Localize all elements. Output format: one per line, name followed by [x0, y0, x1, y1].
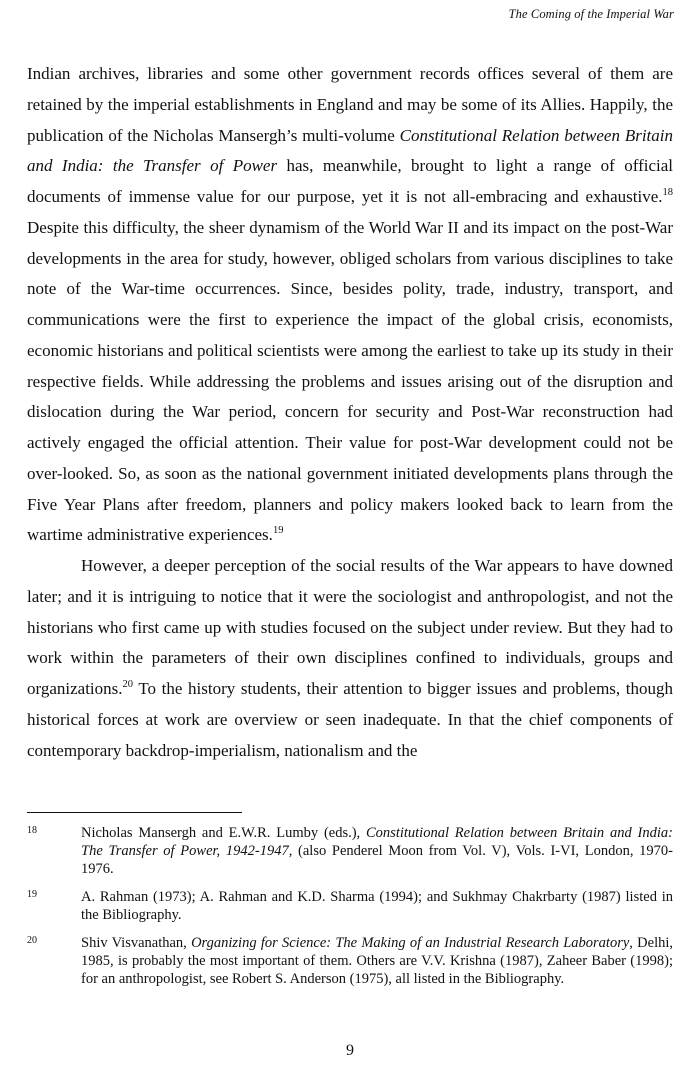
- page-number: 9: [346, 1042, 354, 1059]
- text-run: However, a deeper perception of the social results of the War appears to have downed later; and it is intriguing to notice that it were the sociologist and anthropologist, and not the historians who first came up with studies focused on the subject under review. But they had to work within the parameters of their own disciplines confined to individuals, groups and organizations.: [27, 556, 673, 698]
- text-run: A. Rahman (1973); A. Rahman and K.D. Sharma (1994); and Sukhmay Chakrbarty (1987) listed in the Bibliography.: [81, 889, 673, 923]
- text-run: Shiv Visvanathan,: [81, 935, 192, 951]
- text-run: Nicholas Mansergh and E.W.R. Lumby (eds.),: [81, 825, 366, 841]
- paragraph-2: [27, 551, 673, 766]
- footnote-text: [81, 824, 673, 878]
- text-run: To the history students, their attention to bigger issues and problems, though historical forces at work are overview or seen inadequate. In that the chief components of contemporary backdrop-imperialism, nationalism and the: [27, 679, 673, 760]
- footnote-19: [27, 888, 673, 924]
- text-run: , Delhi, 1985, is probably the most important of them. Others are V.V. Krishna (1987), Zaheer Baber (1998); for an anthropologist, see Robert S. Anderson (1975), all listed in the Bibliography.: [81, 935, 674, 987]
- running-header: The Coming of the Imperial War: [508, 7, 674, 21]
- footnote-ref: 20: [122, 679, 134, 690]
- footnote-20: [27, 934, 673, 988]
- footnote-text: [81, 888, 673, 924]
- footnotes: [27, 824, 673, 998]
- footnote-number: 18: [27, 825, 37, 836]
- text-run: Indian archives, libraries and some other government records offices several of them are retained by the imperial establishments in England and may be some of its Allies. Happily, the publication of the Nicholas Mansergh’s multi-volume: [27, 64, 673, 145]
- italic-title: Organizing for Science: The Making of an Industrial Research Laboratory: [191, 935, 630, 951]
- footnote-number: 20: [27, 935, 37, 946]
- text-run: has, meanwhile, brought to light a range of official documents of immense value for our purpose, yet it is not all-embracing and exhaustive.: [27, 156, 673, 206]
- text-run: Despite this difficulty, the sheer dynamism of the World War II and its impact on the post-War developments in the area for study, however, obliged scholars from various disciplines to take note of the War-time occurrences. Since, besides polity, trade, industry, transport, and communications were the first to experience the impact of the global crisis, economists, economic historians and political scientists were among the earliest to take up its study in their respective fields. While addressing the problems and issues arising out of the disruption and dislocation during the War period, concern for security and Post-War reconstruction had actively engaged the official attention. Their value for post-War development could not be over-looked. So, as soon as the national government initiated developments plans through the Five Year Plans after freedom, planners and policy makers looked back to learn from the wartime administrative experiences.: [27, 217, 673, 545]
- main-text: [27, 59, 673, 766]
- footnote-ref: 19: [272, 525, 284, 537]
- italic-title: Constitutional Relation between Britain and India: the Transfer of Power: [27, 125, 673, 176]
- footnote-ref: 18: [662, 187, 673, 198]
- footnote-text: [81, 934, 673, 988]
- footnote-divider: [27, 812, 242, 813]
- text-run: , (also Penderel Moon from Vol. V), Vols. I-VI, London, 1970-1976.: [81, 843, 674, 877]
- footnote-number: 19: [27, 889, 37, 900]
- paragraph-1: [27, 59, 673, 551]
- footnote-18: [27, 824, 673, 878]
- italic-title: Constitutional Relation between Britain and India: The Transfer of Power, 1942-1947: [81, 825, 673, 859]
